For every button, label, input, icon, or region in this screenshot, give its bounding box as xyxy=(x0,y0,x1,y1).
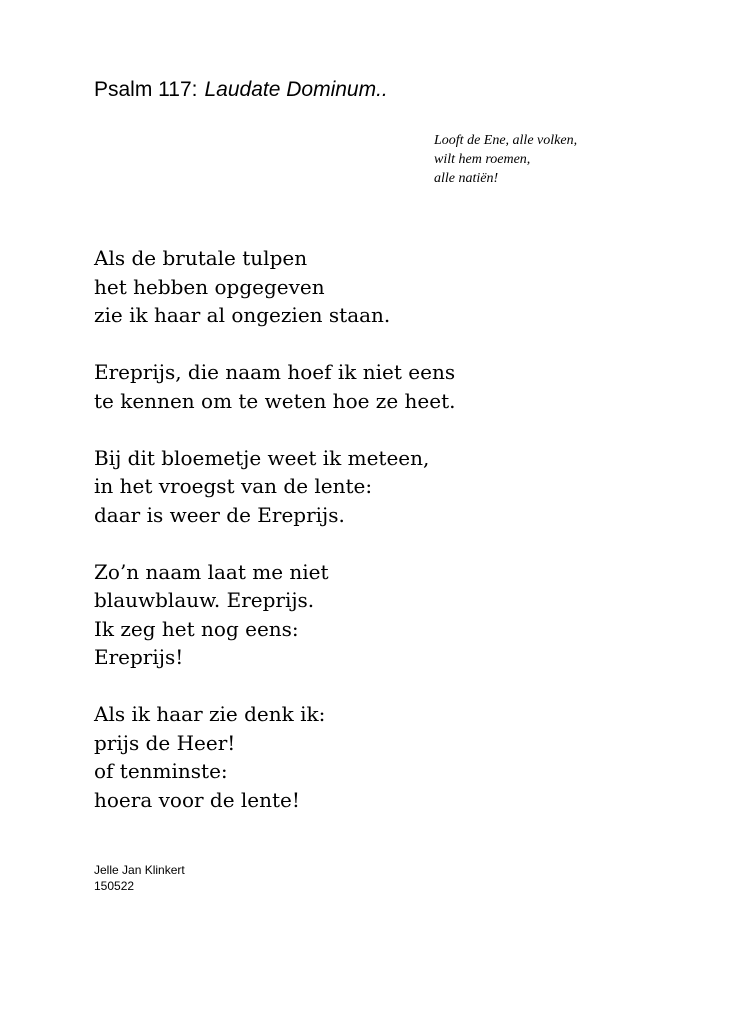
poem-line: of tenminste: xyxy=(94,759,228,783)
signature-block xyxy=(94,862,185,894)
poem-line: hoera voor de lente! xyxy=(94,787,300,812)
motto-line: wilt hem roemen, xyxy=(434,152,531,167)
author-name: Jelle Jan Klinkert xyxy=(94,863,185,877)
poem-line: Ereprijs, die naam hoef ik niet eens xyxy=(94,360,456,384)
poem-line: Zo’n naam laat me niet xyxy=(94,559,329,584)
poem-line: in het vroegst van de lente: xyxy=(94,474,373,498)
poem-line: Ereprijs! xyxy=(94,645,184,669)
psalm-reference: Psalm 117: xyxy=(94,78,198,101)
stanza-3 xyxy=(94,444,455,530)
poem-title xyxy=(94,76,388,104)
stanza-5 xyxy=(94,700,455,814)
motto-line: alle natiën! xyxy=(434,171,499,186)
stanza-1 xyxy=(94,244,455,330)
poem-line: Als de brutale tulpen xyxy=(94,246,308,270)
poem-line: blauwblauw. Ereprijs. xyxy=(94,588,315,612)
motto-line: Looft de Ene, alle volken, xyxy=(434,133,578,148)
poem-line: Ik zeg het nog eens: xyxy=(94,616,299,641)
poem-line: Als ik haar zie denk ik: xyxy=(94,702,326,726)
date-code: 150522 xyxy=(94,879,135,893)
motto-quote xyxy=(434,131,577,188)
poem-body xyxy=(94,244,455,814)
poem-line: Bij dit bloemetje weet ik meteen, xyxy=(94,445,430,470)
stanza-2 xyxy=(94,358,455,415)
poem-line: zie ik haar al ongezien staan. xyxy=(94,303,391,327)
poem-line: te kennen om te weten hoe ze heet. xyxy=(94,388,456,413)
stanza-4 xyxy=(94,558,455,672)
poem-line: daar is weer de Ereprijs. xyxy=(94,502,345,527)
latin-title: Laudate Dominum.. xyxy=(204,78,388,101)
poem-line: het hebben opgegeven xyxy=(94,274,325,299)
poem-line: prijs de Heer! xyxy=(94,730,236,755)
